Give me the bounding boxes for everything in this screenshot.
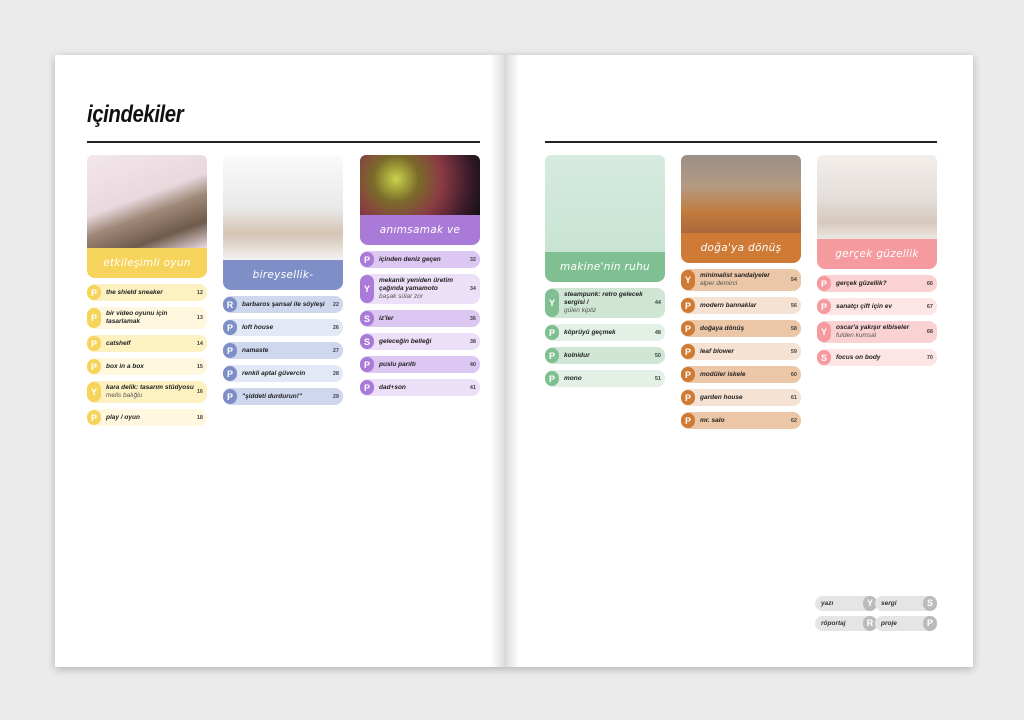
puppet-figure-icon — [681, 155, 801, 233]
title-rule-right — [545, 141, 937, 143]
item-type-badge: P — [681, 321, 695, 336]
item-type-badge: P — [87, 336, 101, 351]
legend-label: yazı — [821, 600, 834, 607]
sketch-interior-icon — [223, 155, 343, 260]
section-banner[interactable] — [223, 155, 343, 290]
item-title: bir video oyunu için tasarlamak — [106, 310, 168, 325]
item-type-badge: P — [223, 366, 237, 381]
item-title: the shield sneaker — [106, 288, 163, 296]
item-title: leaf blower — [700, 347, 734, 355]
item-title: loft house — [242, 323, 274, 331]
item-type-badge: S — [817, 350, 831, 365]
toc-item[interactable] — [87, 358, 207, 375]
toc-item[interactable] — [87, 381, 207, 403]
item-page-number: 32 — [469, 256, 476, 263]
section-title: gerçek güzellik — [817, 239, 937, 269]
item-page-number: 70 — [926, 354, 933, 361]
item-type-badge: P — [681, 413, 695, 428]
item-page-number: 48 — [654, 329, 661, 336]
toc-item[interactable] — [817, 349, 937, 366]
item-page-number: 60 — [790, 371, 797, 378]
item-page-number: 13 — [196, 315, 203, 321]
item-title: köprüyü geçmek — [564, 328, 616, 336]
item-type-badge: P — [817, 276, 831, 291]
item-page-number: 59 — [790, 348, 797, 355]
toc-item[interactable] — [545, 324, 665, 341]
item-type-badge: Y — [681, 270, 695, 290]
toc-item[interactable] — [817, 321, 937, 343]
item-page-number: 68 — [926, 329, 933, 335]
item-type-badge: P — [545, 371, 559, 386]
section-banner[interactable] — [681, 155, 801, 263]
page-gutter — [490, 55, 520, 667]
item-page-number: 58 — [790, 325, 797, 332]
item-page-number: 34 — [469, 286, 476, 292]
legend-label: sergi — [881, 600, 897, 607]
item-title: barbaros şansal ile söyleşi — [242, 300, 325, 308]
item-type-badge: P — [223, 320, 237, 335]
toc-item[interactable] — [87, 284, 207, 301]
toc-item[interactable] — [817, 275, 937, 292]
item-page-number: 29 — [332, 393, 339, 400]
toc-item[interactable] — [360, 333, 480, 350]
item-type-badge: R — [223, 297, 237, 312]
legend-badge: S — [923, 596, 937, 611]
item-title: mono — [564, 374, 582, 382]
item-title: mekanik yeniden üretim çağında yamamoto başak sülar zor — [379, 275, 470, 303]
item-page-number: 22 — [332, 301, 339, 308]
toc-item[interactable] — [223, 388, 343, 405]
item-title: play / oyun — [106, 413, 140, 421]
section-banner[interactable] — [87, 155, 207, 278]
item-page-number: 18 — [196, 414, 203, 421]
section-banner[interactable] — [817, 155, 937, 269]
toc-item[interactable] — [681, 297, 801, 314]
item-page-number: 51 — [654, 375, 661, 382]
item-page-number: 66 — [926, 280, 933, 287]
toc-item[interactable] — [87, 335, 207, 352]
toc-item[interactable] — [681, 269, 801, 291]
item-type-badge: P — [223, 343, 237, 358]
item-page-number: 61 — [790, 394, 797, 401]
page-title: içindekiler — [87, 101, 184, 128]
fashion-model-icon — [817, 155, 937, 239]
item-title: gerçek güzellik? — [836, 279, 887, 287]
item-title: modern bannaklar — [700, 301, 757, 309]
section-banner[interactable] — [545, 155, 665, 282]
toc-item-list — [545, 288, 665, 393]
toc-item[interactable] — [681, 320, 801, 337]
item-type-badge: P — [87, 308, 101, 328]
legend-item — [815, 616, 877, 631]
toc-item-list — [817, 275, 937, 372]
toc-item[interactable] — [87, 409, 207, 426]
toc-item[interactable] — [360, 310, 480, 327]
toc-item[interactable] — [681, 366, 801, 383]
section-title: anımsamak ve — [360, 215, 480, 245]
legend-badge: Y — [863, 596, 877, 611]
item-type-badge: Y — [545, 289, 559, 317]
item-type-badge: P — [681, 390, 695, 405]
legend-label: proje — [881, 620, 897, 627]
toc-item[interactable] — [360, 379, 480, 396]
legend-badge: R — [863, 616, 877, 631]
item-page-number: 14 — [196, 340, 203, 347]
item-type-badge: S — [360, 334, 374, 349]
toc-item[interactable] — [681, 412, 801, 429]
item-title: puslu parıltı — [379, 360, 416, 368]
item-author: alper demirci — [700, 280, 738, 287]
legend-item — [875, 596, 937, 611]
item-title: oscar'a yakışır elbiseler fulden kumsal — [836, 322, 927, 342]
toc-item[interactable] — [360, 251, 480, 268]
toc-item[interactable] — [223, 296, 343, 313]
item-page-number: 44 — [654, 300, 661, 306]
item-page-number: 16 — [196, 389, 203, 395]
legend-item — [815, 596, 877, 611]
toc-item[interactable] — [87, 307, 207, 329]
item-type-badge: P — [87, 285, 101, 300]
item-type-badge: P — [360, 380, 374, 395]
toc-item[interactable] — [360, 274, 480, 304]
item-title: "şiddeti durdurun!" — [242, 392, 302, 400]
item-type-badge: P — [87, 359, 101, 374]
toc-item[interactable] — [223, 365, 343, 382]
item-type-badge: P — [545, 325, 559, 340]
item-author: gülen kipliz — [564, 307, 597, 314]
item-title: catshelf — [106, 339, 131, 347]
toc-item[interactable] — [681, 389, 801, 406]
toc-item[interactable] — [223, 319, 343, 336]
item-type-badge: P — [681, 298, 695, 313]
toc-item[interactable] — [360, 356, 480, 373]
item-page-number: 67 — [926, 303, 933, 310]
toc-item[interactable] — [681, 343, 801, 360]
bicycle-wheel-icon — [545, 155, 665, 252]
item-page-number: 41 — [469, 384, 476, 391]
toc-item[interactable] — [223, 342, 343, 359]
item-type-badge: P — [681, 344, 695, 359]
item-type-badge: P — [87, 410, 101, 425]
item-type-badge: P — [360, 357, 374, 372]
projection-room-icon — [360, 155, 480, 215]
section-title: doğa'ya dönüş — [681, 233, 801, 263]
toc-item[interactable] — [545, 347, 665, 364]
item-title: sanatçı çift için ev — [836, 302, 892, 310]
toc-item[interactable] — [545, 370, 665, 387]
item-type-badge: S — [360, 311, 374, 326]
item-title: focus on body — [836, 353, 881, 361]
item-type-badge: Y — [817, 322, 831, 342]
item-page-number: 56 — [790, 302, 797, 309]
item-page-number: 40 — [469, 361, 476, 368]
item-title: garden house — [700, 393, 743, 401]
item-title: kara delik: tasarım stüdyosu melis balığlu — [106, 382, 197, 402]
item-title: modüler iskele — [700, 370, 746, 378]
item-title: kolnidur — [564, 351, 590, 359]
item-title: mr. salo — [700, 416, 725, 424]
item-author: başak sülar zor — [379, 293, 424, 300]
item-type-badge: Y — [360, 275, 374, 303]
item-page-number: 27 — [332, 347, 339, 354]
legend-item — [875, 616, 937, 631]
item-page-number: 54 — [790, 277, 797, 283]
item-type-badge: P — [223, 389, 237, 404]
section-title: bireysellik- — [223, 260, 343, 290]
toc-item-list — [223, 296, 343, 411]
item-author: melis balığlu — [106, 392, 143, 399]
item-page-number: 15 — [196, 363, 203, 370]
item-page-number: 50 — [654, 352, 661, 359]
item-title: doğaya dönüş — [700, 324, 745, 332]
item-type-badge: P — [817, 299, 831, 314]
item-title: geleceğin belleği — [379, 337, 432, 345]
item-title: dad+son — [379, 383, 406, 391]
magazine-spread — [55, 55, 973, 667]
item-title: iz'ler — [379, 314, 394, 322]
item-page-number: 12 — [196, 289, 203, 296]
item-page-number: 28 — [332, 370, 339, 377]
item-type-badge: P — [360, 252, 374, 267]
item-page-number: 62 — [790, 417, 797, 424]
item-type-badge: P — [681, 367, 695, 382]
item-title: namaste — [242, 346, 269, 354]
chess-board-icon — [87, 155, 207, 248]
item-page-number: 36 — [469, 315, 476, 322]
section-title: etkileşimli oyun — [87, 248, 207, 278]
item-page-number: 38 — [469, 338, 476, 345]
legend-badge: P — [923, 616, 937, 631]
item-type-badge: P — [545, 348, 559, 363]
toc-item-list — [681, 269, 801, 435]
item-type-badge: Y — [87, 382, 101, 402]
toc-item-list — [87, 284, 207, 432]
title-rule-left — [87, 141, 480, 143]
toc-item[interactable] — [817, 298, 937, 315]
item-title: minimalist sandalyeler alper demirci — [700, 270, 791, 290]
item-author: fulden kumsal — [836, 332, 877, 339]
item-title: steampunk: retro gelecek sergisi / gülen kipliz — [564, 289, 655, 317]
toc-item[interactable] — [545, 288, 665, 318]
item-title: içinden deniz geçen — [379, 255, 441, 263]
item-title: box in a box — [106, 362, 144, 370]
section-title: makine'nin ruhu — [545, 252, 665, 282]
item-page-number: 26 — [332, 324, 339, 331]
section-banner[interactable] — [360, 155, 480, 245]
legend-label: röportaj — [821, 620, 846, 627]
item-title: renkli aptal güvercin — [242, 369, 306, 377]
toc-item-list — [360, 251, 480, 402]
